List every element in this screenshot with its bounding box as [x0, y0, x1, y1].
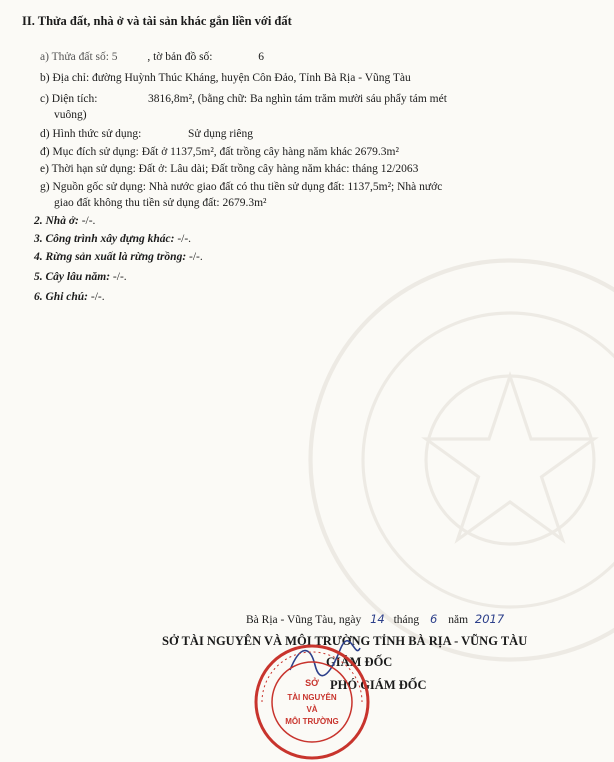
perennial-item: [34, 270, 127, 284]
note-value: -/-.: [91, 291, 105, 303]
official-seal-icon: [252, 642, 372, 762]
issuing-agency: SỞ TÀI NGUYÊN VÀ MÔI TRƯỜNG TỈNH BÀ RỊA - VŨNG TÀU: [162, 634, 527, 648]
other-construction-value: -/-.: [177, 233, 191, 245]
note-item: [34, 290, 105, 304]
svg-text:TÀI NGUYÊN: TÀI NGUYÊN: [287, 693, 337, 702]
area-value: 3816,8m², (bằng chữ: Ba nghìn tám trăm mười sáu phẩy tám mét: [148, 92, 447, 106]
signing-date: [246, 612, 504, 627]
date-month: 6: [422, 612, 445, 626]
svg-text:VÀ: VÀ: [306, 705, 317, 714]
deputy-director-title: PHÓ GIÁM ĐỐC: [330, 678, 427, 692]
usage-term-line: e) Thời hạn sử dụng: Đất ở: Lâu dài; Đất trồng cây hàng năm khác: tháng 12/2063: [40, 162, 418, 176]
area-label: c) Diện tích:: [40, 92, 97, 106]
house-label: 2. Nhà ở:: [34, 215, 79, 227]
parcel-number: a) Thửa đất số: 5: [40, 51, 118, 63]
director-title: GIÁM ĐỐC: [326, 655, 392, 669]
address-line: b) Địa chỉ: đường Huỳnh Thúc Kháng, huyện Côn Đảo, Tỉnh Bà Rịa - Vũng Tàu: [40, 71, 411, 85]
forest-item: [34, 250, 203, 264]
svg-text:SỞ: SỞ: [305, 677, 319, 688]
map-sheet-label: , tờ bản đồ số:: [147, 51, 212, 63]
area-value-cont: vuông): [54, 108, 87, 122]
house-item: [34, 214, 95, 228]
usage-form-label: d) Hình thức sử dụng:: [40, 127, 141, 141]
date-month-label: tháng: [394, 614, 420, 626]
parcel-number-line: [40, 50, 264, 64]
perennial-label: 5. Cây lâu năm:: [34, 271, 110, 283]
date-day: 14: [364, 612, 391, 626]
other-construction-label: 3. Công trình xây dựng khác:: [34, 233, 174, 245]
forest-value: -/-.: [189, 251, 203, 263]
watermark-emblem-icon: [300, 250, 614, 670]
origin-line-cont: giao đất không thu tiền sử dụng đất: 2679.3m²: [54, 196, 267, 210]
map-sheet-number: 6: [258, 51, 264, 63]
usage-purpose-line: đ) Mục đích sử dụng: Đất ở 1137,5m², đất trồng cây hàng năm khác 2679.3m²: [40, 145, 399, 159]
forest-label: 4. Rừng sản xuất là rừng trồng:: [34, 251, 186, 263]
other-construction-item: [34, 232, 191, 246]
date-place: Bà Rịa - Vũng Tàu, ngày: [246, 614, 361, 626]
house-value: -/-.: [82, 215, 96, 227]
note-label: 6. Ghi chú:: [34, 291, 88, 303]
perennial-value: -/-.: [113, 271, 127, 283]
date-year: 2017: [471, 612, 504, 626]
usage-form-value: Sử dụng riêng: [188, 127, 253, 141]
origin-line: g) Nguồn gốc sử dụng: Nhà nước giao đất có thu tiền sử dụng đất: 1137,5m²; Nhà nước: [40, 180, 442, 194]
svg-text:MÔI TRƯỜNG: MÔI TRƯỜNG: [285, 717, 338, 726]
date-year-label: năm: [448, 614, 468, 626]
section-title: II. Thửa đất, nhà ở và tài sản khác gắn liền với đất: [22, 14, 292, 28]
